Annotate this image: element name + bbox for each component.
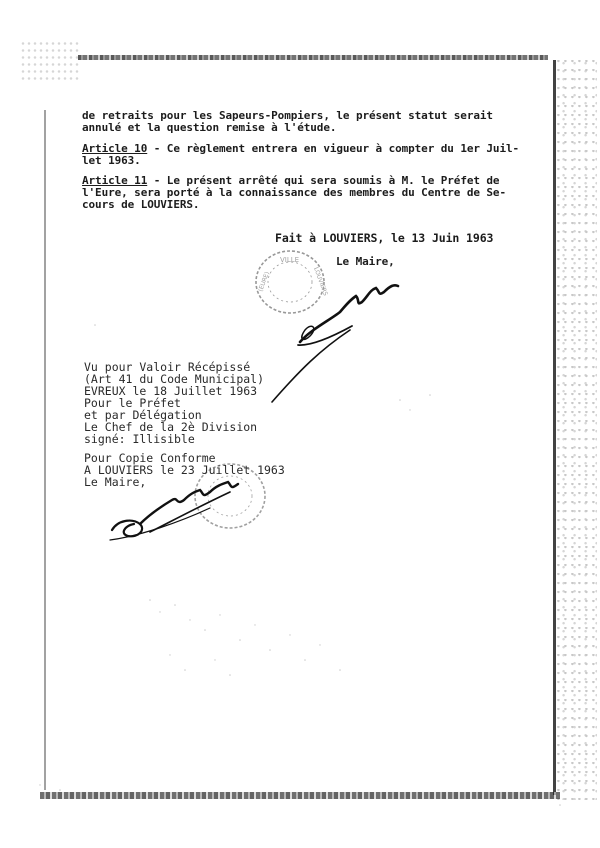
signatory-title: Le Maire, bbox=[336, 255, 395, 268]
receipt-line: (Art 41 du Code Municipal) bbox=[84, 372, 265, 386]
receipt-line: Le Chef de la 2è Division bbox=[84, 420, 258, 434]
receipt-line: Vu pour Valoir Récépissé bbox=[84, 360, 251, 374]
stamp-text: VILLE bbox=[280, 256, 300, 264]
copy-line: Pour Copie Conforme bbox=[84, 451, 216, 465]
scan-speckle bbox=[39, 324, 561, 806]
handwritten-signature-icon bbox=[272, 285, 398, 402]
article-11-text-cont: cours de LOUVIERS. bbox=[82, 198, 200, 211]
article-11-label: Article 11 bbox=[82, 174, 148, 187]
paragraph-line: annulé et la question remise à l'étude. bbox=[82, 121, 337, 134]
receipt-line: et par Délégation bbox=[84, 408, 202, 422]
copy-line: A LOUVIERS le 23 Juillet 1963 bbox=[84, 463, 285, 477]
handwritten-signature-icon bbox=[110, 482, 238, 540]
article-10-text: - Ce règlement entrera en vigueur à compter du 1er Juil- bbox=[147, 142, 520, 155]
paragraph-line: de retraits pour les Sapeurs-Pompiers, le présent statut serait bbox=[82, 109, 493, 122]
place-date: Fait à LOUVIERS, le 13 Juin 1963 bbox=[275, 231, 494, 245]
copy-line: Le Maire, bbox=[84, 475, 147, 489]
official-stamp-icon bbox=[256, 251, 329, 313]
receipt-line: EVREUX le 18 Juillet 1963 bbox=[84, 384, 258, 398]
article-11-text: - Le présent arrêté qui sera soumis à M. le Préfet de bbox=[147, 174, 500, 187]
receipt-line: signé: Illisible bbox=[84, 432, 195, 446]
article-10-label: Article 10 bbox=[82, 142, 148, 155]
article-11-text-cont: l'Eure, sera porté à la connaissance des membres du Centre de Se- bbox=[82, 186, 506, 199]
stamp-text: (EURE) bbox=[257, 270, 272, 293]
article-10-text-cont: let 1963. bbox=[82, 154, 141, 167]
stamp-text: LOUVIERS bbox=[312, 266, 329, 297]
receipt-line: Pour le Préfet bbox=[84, 396, 181, 410]
